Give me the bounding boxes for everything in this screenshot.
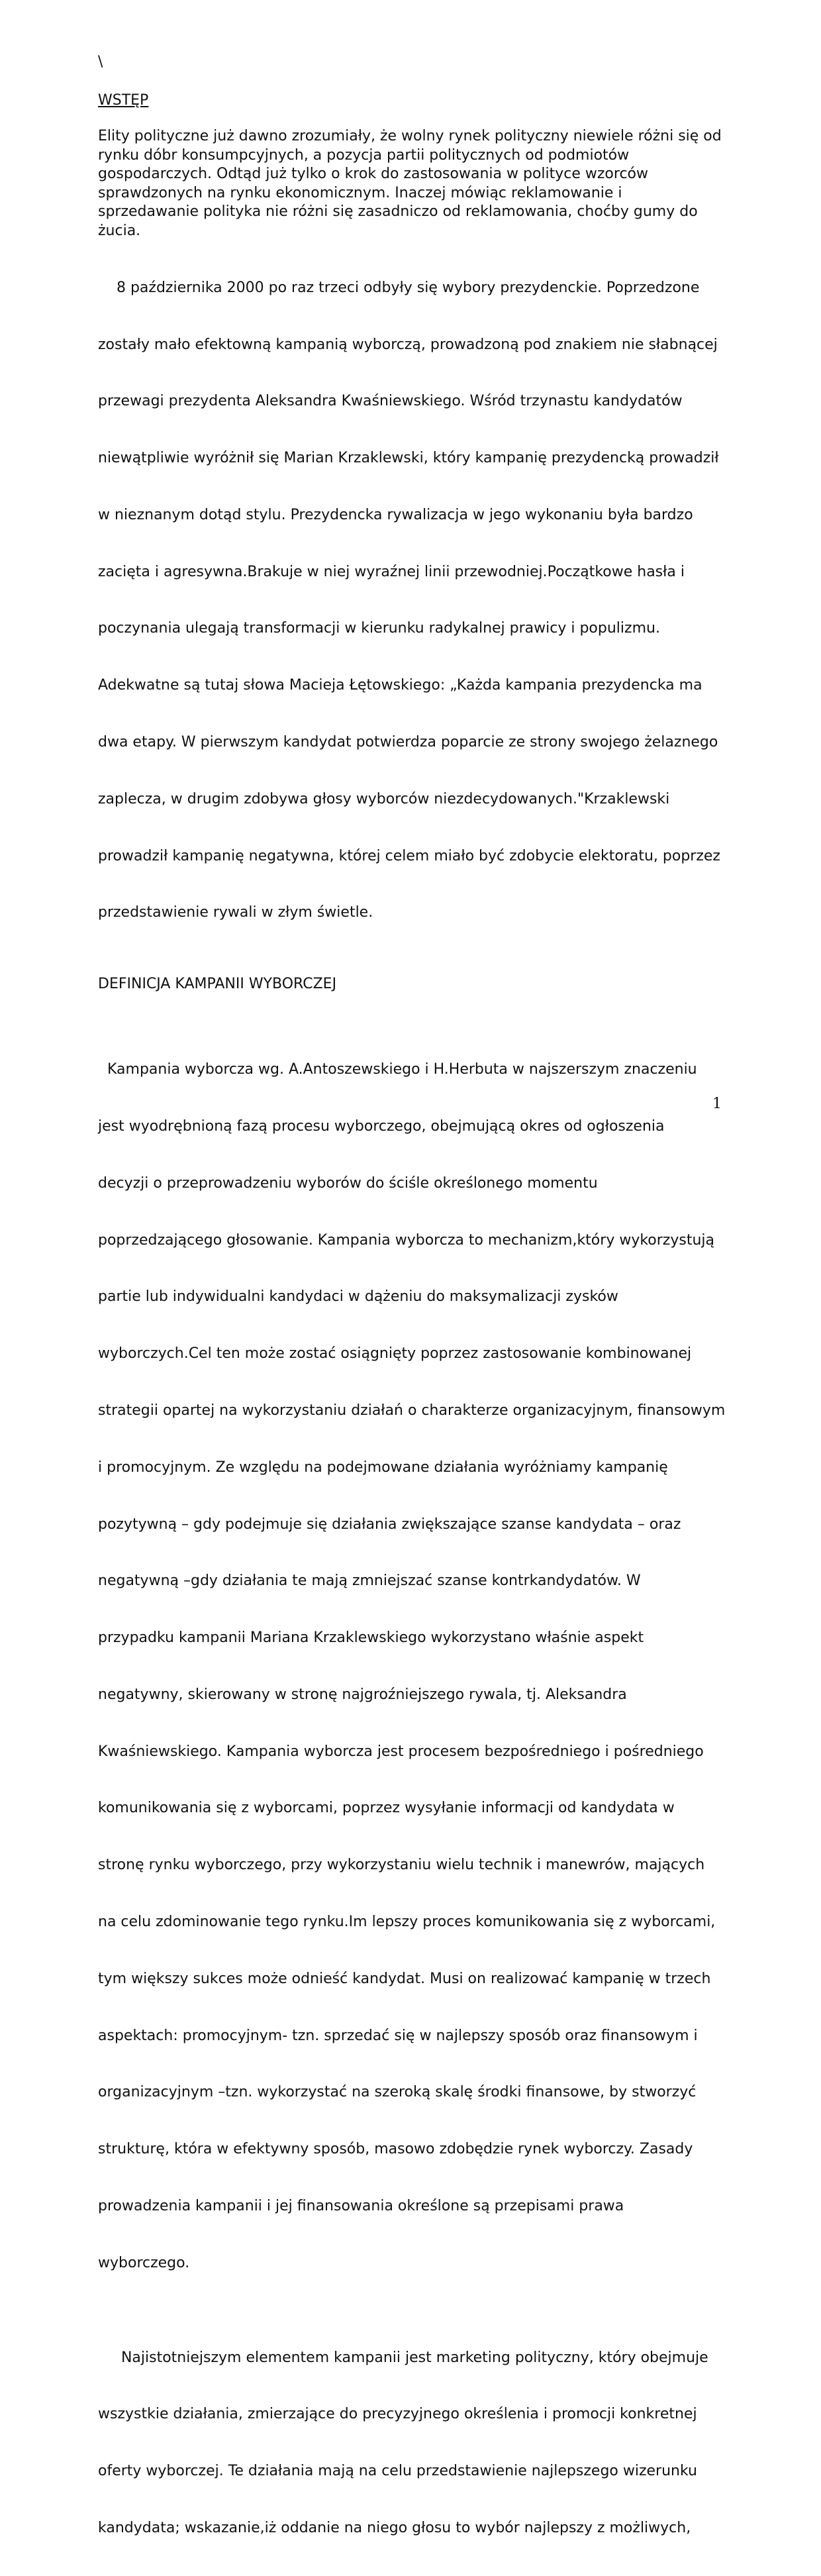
text-line: pozytywną – gdy podejmuje się działania zwiększające szanse kandydata – oraz: [98, 1516, 681, 1533]
text-line: zostały mało efektowną kampanią wyborczą, prowadzoną pod znakiem nie słabnącej: [98, 336, 718, 353]
text-line: poprzedzającego głosowanie. Kampania wyborcza to mechanizm,który wykorzystują: [98, 1231, 714, 1249]
paragraph: [98, 127, 727, 241]
section-heading-definicja: DEFINICJA KAMPANII WYBORCZEJ: [98, 976, 337, 993]
text-line: stronę rynku wyborczego, przy wykorzystaniu wielu technik i manewrów, mających: [98, 1857, 705, 1874]
text-line: gospodarczych. Odtąd już tylko o krok do zastosowania w polityce wzorców: [98, 166, 649, 183]
text-line: strategii opartej na wykorzystaniu działań o charakterze organizacyjnym, finansowym: [98, 1402, 726, 1419]
text-line: wszystkie działania, zmierzające do precyzyjnego określenia i promocji konkretnej: [98, 2406, 697, 2423]
text-line: i promocyjnym. Ze względu na podejmowane działania wyróżniamy kampanię: [98, 1459, 668, 1476]
text-line: kandydata; wskazanie,iż oddanie na niego głosu to wybór najlepszy z możliwych,: [98, 2520, 691, 2537]
text-line: partie lub indywidualni kandydaci w dążeniu do maksymalizacji zysków: [98, 1288, 618, 1306]
text-line: wyborczych.Cel ten może zostać osiągnięty poprzez zastosowanie kombinowanej: [98, 1345, 692, 1363]
page-number: 1: [712, 1096, 722, 1112]
section-introduction: [98, 91, 727, 960]
text-line: sprzedawanie polityka nie różni się zasadniczo od reklamowania, choćby gumy do: [98, 203, 698, 221]
text-line: jest wyodrębnioną fazą procesu wyborczego, obejmującą okres od ogłoszenia: [98, 1118, 665, 1135]
text-line: przypadku kampanii Mariana Krzaklewskiego wykorzystano właśnie aspekt: [98, 1629, 644, 1647]
text-line: strukturę, która w efektywny sposób, masowo zdobędzie rynek wyborczy. Zasady: [98, 2141, 693, 2158]
text-line: Adekwatne są tutaj słowa Macieja Łętowskiego: „Każda kampania prezydencka ma: [98, 677, 702, 694]
text-line: przewagi prezydenta Aleksandra Kwaśniewskiego. Wśród trzynastu kandydatów: [98, 393, 683, 410]
text-line: żucia.: [98, 222, 141, 239]
document-page: [98, 53, 727, 2576]
spacer: [98, 1011, 727, 1023]
text-line: na celu zdominowanie tego rynku.Im lepszy proces komunikowania się z wyborcami,: [98, 1914, 716, 1931]
text-line: dwa etapy. W pierwszym kandydat potwierdza poparcie ze strony swojego żelaznego: [98, 734, 718, 750]
text-line: negatywny, skierowany w stronę najgroźniejszego rywala, tj. Aleksandra: [98, 1686, 627, 1703]
text-line: w nieznanym dotąd stylu. Prezydencka rywalizacja w jego wykonaniu była bardzo: [98, 506, 693, 523]
text-line: wyborczego.: [98, 2254, 190, 2271]
text-line: decyzji o przeprowadzeniu wyborów do ściśle określonego momentu: [98, 1174, 598, 1192]
text-line: niewątpliwie wyróżnił się Marian Krzaklewski, który kampanię prezydencką prowadził: [98, 450, 719, 467]
text-line: poczynania ulegają transformacji w kierunku radykalnej prawicy i populizmu.: [98, 620, 660, 637]
text-line: negatywną –gdy działania te mają zmniejszać szanse kontrkandydatów. W: [98, 1572, 641, 1590]
text-line: prowadzenia kampanii i jej finansowania określone są przepisami prawa: [98, 2197, 624, 2214]
text-line: rynku dóbr konsumpcyjnych, a pozycja partii politycznych od podmiotów: [98, 146, 630, 164]
text-line: tym większy sukces może odnieść kandydat. Musi on realizować kampanię w trzech: [98, 1970, 711, 1987]
text-line: komunikowania się z wyborcami, poprzez wysyłanie informacji od kandydata w: [98, 1800, 675, 1817]
section-heading-wstep: WSTĘP: [98, 92, 149, 109]
text-line: Elity polityczne już dawno zrozumiały, że wolny rynek polityczny niewiele różni się od: [98, 128, 722, 144]
text-line: Najistotniejszym elementem kampanii jest marketing polityczny, który obejmuje: [98, 2349, 708, 2366]
section-definition: [98, 975, 727, 2576]
text-line: aspektach: promocyjnym- tzn. sprzedać się w najlepszy sposób oraz finansowym i: [98, 2027, 698, 2044]
spacer: [98, 960, 727, 975]
text-line: Kampania wyborcza wg. A.Antoszewskiego i H.Herbuta w najszerszym znaczeniu: [98, 1061, 697, 1078]
text-line: organizacyjnym –tzn. wykorzystać na szeroką skalę środki finansowe, by stworzyć: [98, 2084, 697, 2101]
text-line: oferty wyborczej. Te działania mają na celu przedstawienie najlepszego wizerunku: [98, 2463, 697, 2480]
text-line: przedstawienie rywali w złym świetle.: [98, 904, 373, 921]
paragraph: [98, 241, 727, 961]
paragraph: [98, 2311, 727, 2576]
paragraph: [98, 1023, 727, 2310]
top-mark: \: [98, 54, 103, 70]
text-line: 8 października 2000 po raz trzeci odbyły się wybory prezydenckie. Poprzedzone: [98, 279, 700, 296]
text-line: sprawdzonych na rynku ekonomicznym. Inaczej mówiąc reklamowanie i: [98, 184, 622, 201]
text-line: zaplecza, w drugim zdobywa głosy wyborców niezdecydowanych."Krzaklewski: [98, 790, 670, 807]
text-line: zacięta i agresywna.Brakuje w niej wyraźnej linii przewodniej.Początkowe hasła i: [98, 563, 685, 580]
text-line: prowadził kampanię negatywna, której celem miało być zdobycie elektoratu, poprzez: [98, 847, 720, 864]
text-line: Kwaśniewskiego. Kampania wyborcza jest procesem bezpośredniego i pośredniego: [98, 1743, 704, 1760]
